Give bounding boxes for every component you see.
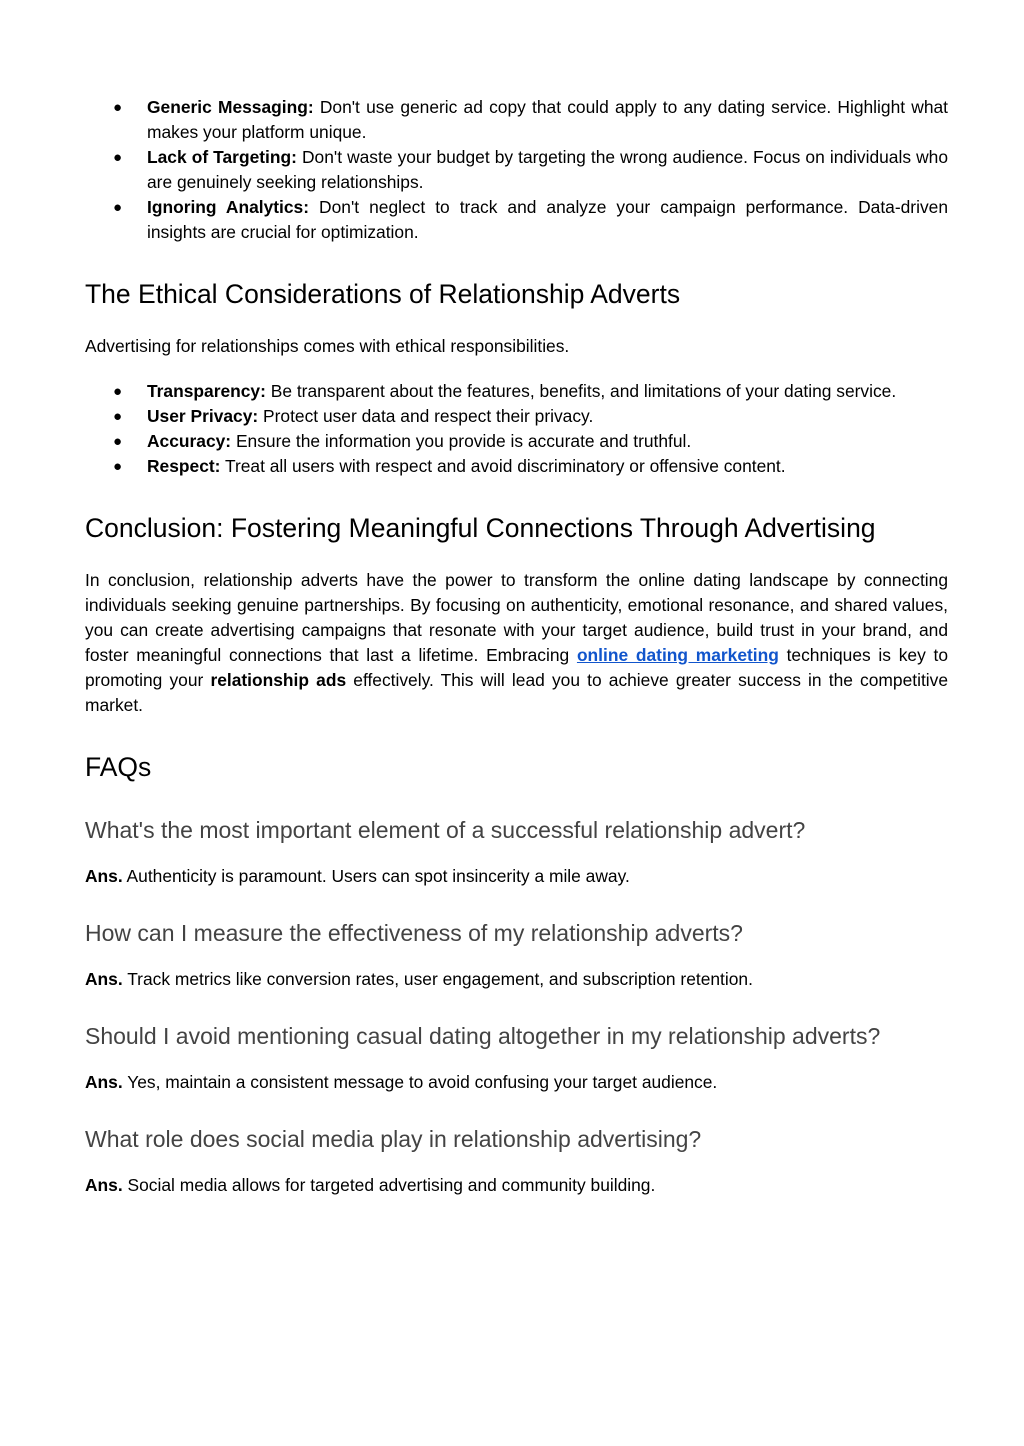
list-item xyxy=(85,404,948,429)
faq-question: How can I measure the effectiveness of my relationship adverts? xyxy=(85,920,743,946)
conclusion-heading: Conclusion: Fostering Meaningful Connections Through Advertising xyxy=(85,513,876,543)
bullet-icon: ● xyxy=(113,408,123,425)
answer-prefix: Ans. xyxy=(85,1072,123,1092)
list-item xyxy=(85,429,948,454)
list-item-term: User Privacy: xyxy=(147,406,259,426)
mistakes-list xyxy=(85,95,948,245)
list-item-text: Don't waste your budget by targeting the wrong audience. Focus on individuals who are genuinely seeking relationships. xyxy=(147,147,948,192)
faq-answer xyxy=(85,1173,948,1198)
list-item-term: Lack of Targeting: xyxy=(147,147,297,167)
conclusion-paragraph xyxy=(85,568,948,718)
list-item xyxy=(85,454,948,479)
faqs-heading: FAQs xyxy=(85,752,152,782)
list-item-term: Ignoring Analytics: xyxy=(147,197,310,217)
list-item xyxy=(85,379,948,404)
faq-question: Should I avoid mentioning casual dating altogether in my relationship adverts? xyxy=(85,1023,881,1049)
answer-prefix: Ans. xyxy=(85,1175,123,1195)
list-item-text: Be transparent about the features, benefits, and limitations of your dating service. xyxy=(265,381,897,401)
list-item-term: Transparency: xyxy=(147,381,266,401)
bullet-icon: ● xyxy=(113,458,123,475)
list-item-text: Protect user data and respect their privacy. xyxy=(258,406,594,426)
list-item-text: Don't use generic ad copy that could apply to any dating service. Highlight what makes your platform unique. xyxy=(147,97,948,142)
list-item xyxy=(85,195,948,245)
list-item-text: Treat all users with respect and avoid discriminatory or offensive content. xyxy=(220,456,786,476)
answer-prefix: Ans. xyxy=(85,866,123,886)
list-item xyxy=(85,145,948,195)
bullet-icon: ● xyxy=(113,433,123,450)
conclusion-bold-text: relationship ads xyxy=(210,670,347,690)
bullet-icon: ● xyxy=(113,199,123,216)
list-item-term: Accuracy: xyxy=(147,431,232,451)
faq-question: What's the most important element of a successful relationship advert? xyxy=(85,817,806,843)
answer-prefix: Ans. xyxy=(85,969,123,989)
conclusion-text: In conclusion, relationship adverts have the power to transform the online dating landscape by connecting individuals seeking genuine partnerships. By focusing on authenticity, emotional resonance, and shared values, you can create advertising campaigns that resonate with your target audience, build trust in your brand, and foster meaningful connections that last a lifetime. Embracing xyxy=(85,570,948,665)
ethical-intro: Advertising for relationships comes with ethical responsibilities. xyxy=(85,336,570,356)
conclusion-text: effectively. This will lead you to achieve greater success in the competitive market. xyxy=(85,670,949,715)
ethical-list xyxy=(85,379,948,479)
list-item xyxy=(85,95,948,145)
online-dating-marketing-link[interactable]: online dating marketing xyxy=(576,645,779,665)
faq-question: What role does social media play in relationship advertising? xyxy=(85,1126,702,1152)
bullet-icon: ● xyxy=(113,99,123,116)
faq-answer xyxy=(85,967,948,992)
list-item-term: Respect: xyxy=(147,456,221,476)
bullet-icon: ● xyxy=(113,149,123,166)
list-item-term: Generic Messaging: xyxy=(147,97,314,117)
answer-text: Social media allows for targeted advertising and community building. xyxy=(122,1175,656,1195)
conclusion-text: techniques is key to promoting your xyxy=(85,645,948,690)
ethical-heading: The Ethical Considerations of Relationship Adverts xyxy=(85,279,681,309)
answer-text: Yes, maintain a consistent message to avoid confusing your target audience. xyxy=(122,1072,718,1092)
bullet-icon: ● xyxy=(113,383,123,400)
list-item-text: Don't neglect to track and analyze your campaign performance. Data-driven insights are crucial for optimization. xyxy=(147,197,948,242)
list-item-text: Ensure the information you provide is accurate and truthful. xyxy=(231,431,692,451)
faq-answer xyxy=(85,864,948,889)
answer-text: Authenticity is paramount. Users can spot insincerity a mile away. xyxy=(122,866,630,886)
faq-answer xyxy=(85,1070,948,1095)
answer-text: Track metrics like conversion rates, user engagement, and subscription retention. xyxy=(122,969,753,989)
